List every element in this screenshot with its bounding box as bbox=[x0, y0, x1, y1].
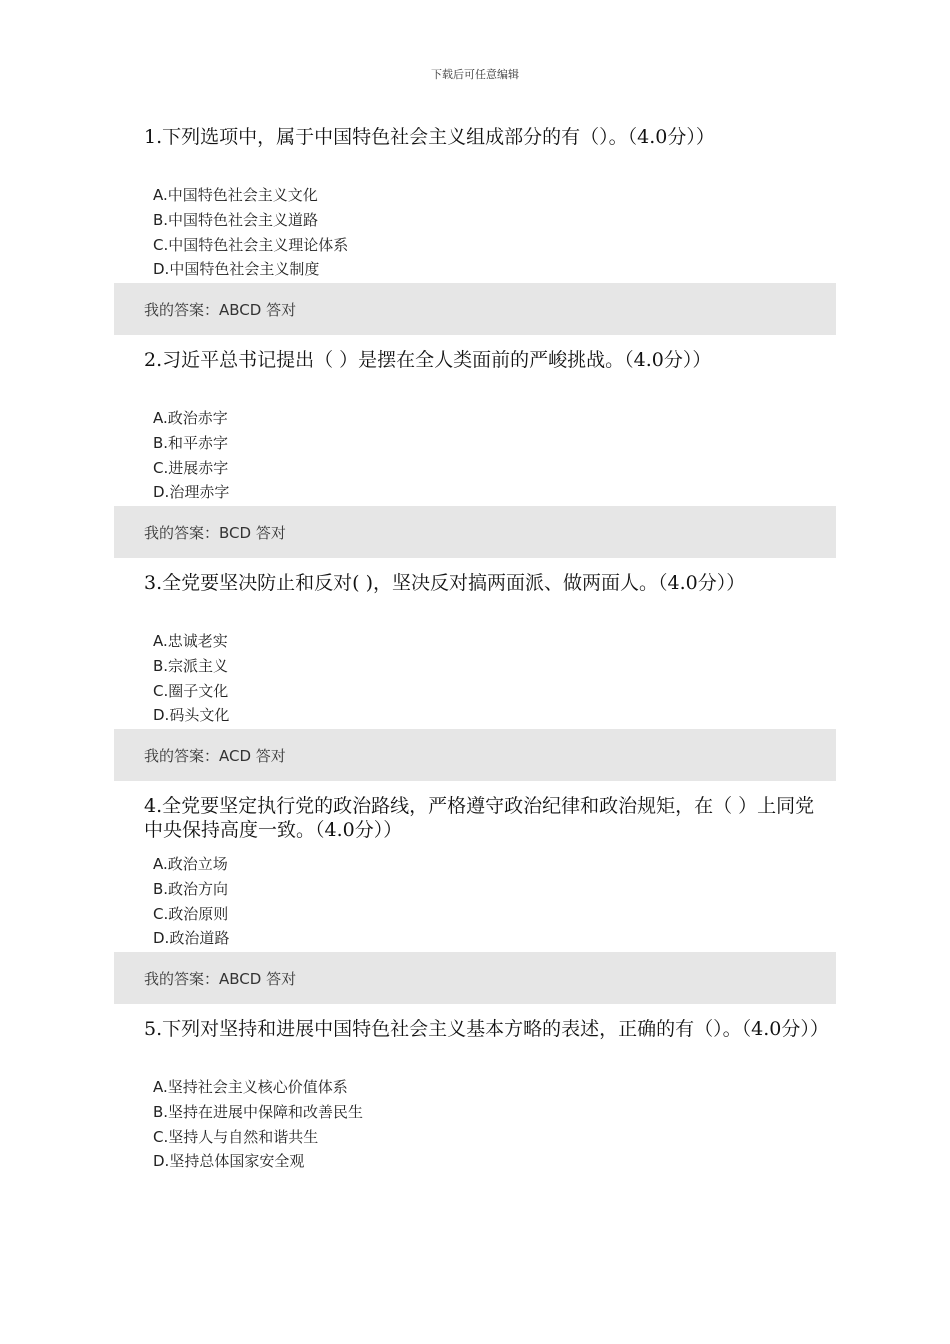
option-c: C.政治原则 bbox=[153, 904, 229, 923]
option-c: C.中国特色社会主义理论体系 bbox=[153, 235, 349, 254]
option-b: B.坚持在进展中保障和改善民生 bbox=[153, 1102, 364, 1121]
option-d: D.中国特色社会主义制度 bbox=[153, 260, 320, 279]
option-d: D.坚持总体国家安全观 bbox=[153, 1152, 305, 1171]
answer-text: 我的答案：ABCD 答对 bbox=[144, 970, 297, 988]
question-title: 2.习近平总书记提出（ ）是摆在全人类面前的严峻挑战。（4.0分）） bbox=[144, 349, 712, 371]
option-c: C.圈子文化 bbox=[153, 681, 229, 700]
option-b: B.政治方向 bbox=[153, 879, 229, 898]
question-title: 4.全党要坚定执行党的政治路线，严格遵守政治纪律和政治规矩，在（ ）上同党中央保持高度一致。（4.0分）） bbox=[144, 795, 815, 841]
answer-text: 我的答案：ACD 答对 bbox=[144, 747, 286, 765]
question-title: 5.下列对坚持和进展中国特色社会主义基本方略的表述，正确的有（）。（4.0分）） bbox=[144, 1018, 829, 1040]
option-b: B.宗派主义 bbox=[153, 656, 229, 675]
answer-bar bbox=[114, 506, 836, 558]
question-title: 3.全党要坚决防止和反对( )，坚决反对搞两面派、做两面人。（4.0分）） bbox=[144, 572, 746, 594]
answer-text: 我的答案：ABCD 答对 bbox=[144, 301, 297, 319]
page-header-note: 下载后可任意编辑 bbox=[431, 68, 519, 81]
option-list bbox=[153, 852, 753, 951]
option-b: B.中国特色社会主义道路 bbox=[153, 210, 319, 229]
option-list bbox=[153, 183, 753, 282]
option-a: A.政治立场 bbox=[153, 855, 228, 873]
question-title: 1.下列选项中，属于中国特色社会主义组成部分的有（）。（4.0分）） bbox=[144, 126, 715, 148]
option-c: C.进展赤字 bbox=[153, 458, 229, 477]
option-list bbox=[153, 1075, 753, 1174]
option-d: D.治理赤字 bbox=[153, 483, 230, 502]
option-a: A.政治赤字 bbox=[153, 409, 228, 427]
answer-bar bbox=[114, 729, 836, 781]
option-c: C.坚持人与自然和谐共生 bbox=[153, 1127, 319, 1146]
option-a: A.坚持社会主义核心价值体系 bbox=[153, 1078, 348, 1096]
option-a: A.忠诚老实 bbox=[153, 632, 228, 650]
option-d: D.政治道路 bbox=[153, 929, 230, 948]
answer-bar bbox=[114, 952, 836, 1004]
option-d: D.码头文化 bbox=[153, 706, 230, 725]
option-list bbox=[153, 406, 753, 505]
option-a: A.中国特色社会主义文化 bbox=[153, 186, 318, 204]
answer-bar bbox=[114, 283, 836, 335]
option-b: B.和平赤字 bbox=[153, 433, 229, 452]
option-list bbox=[153, 629, 753, 728]
answer-text: 我的答案：BCD 答对 bbox=[144, 524, 286, 542]
